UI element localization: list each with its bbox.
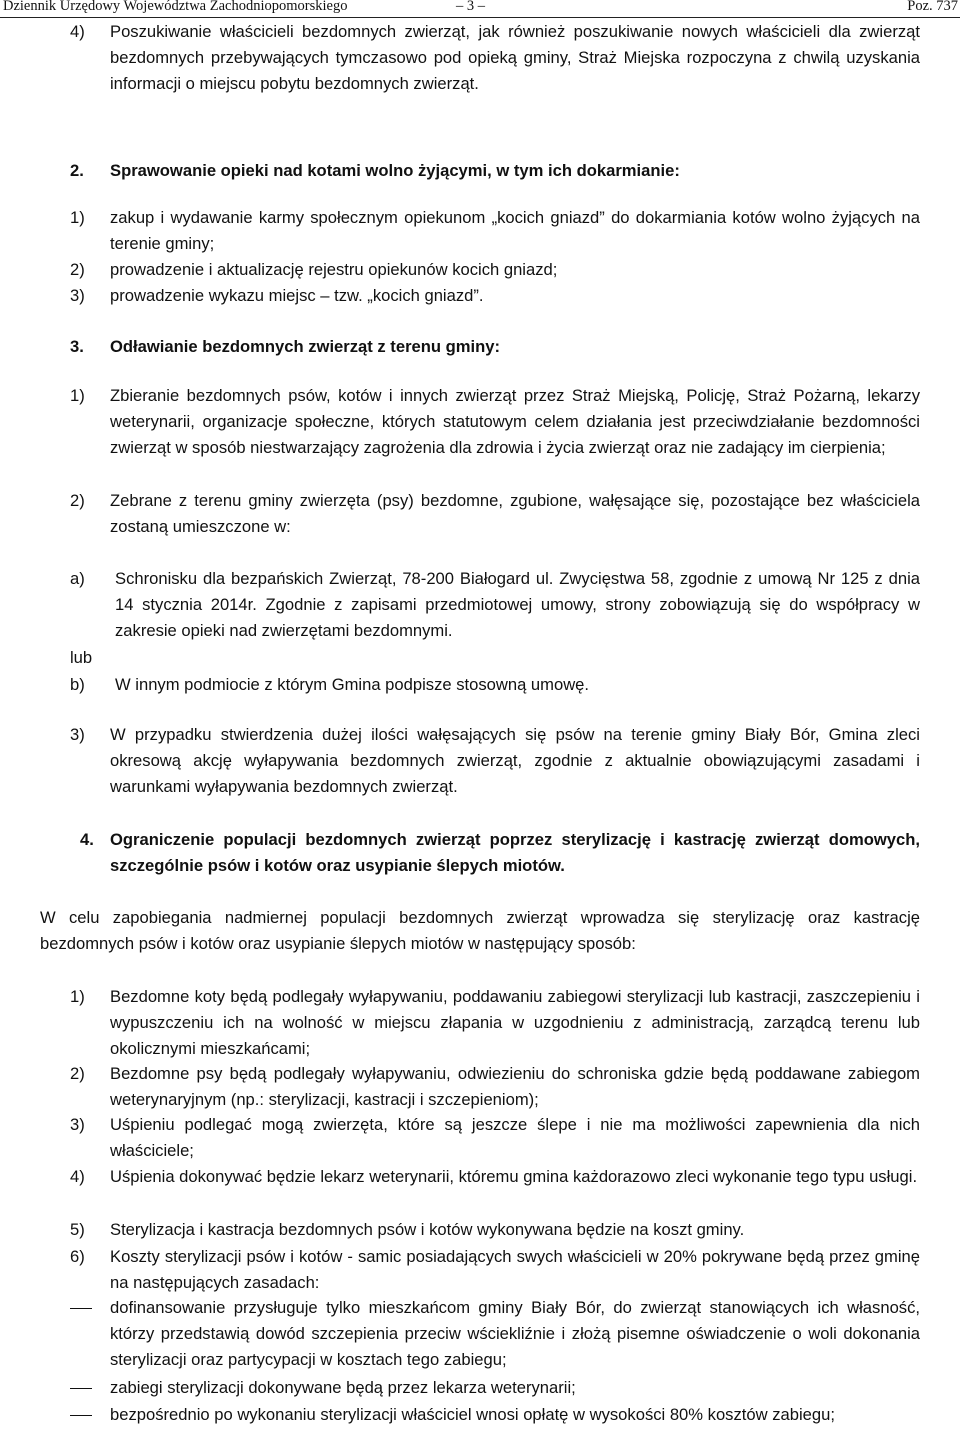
item-text: Schronisku dla bezpańskich Zwierząt, 78-200 Białogard ul. Zwycięstwa 58, zgodnie z umową Nr 125 z dnia 14 stycznia 2014r. Zgodnie z zapisami przedmiotowej umowy, strony zobowiązują się do współpracy w zakresie opieki nad zwierzętami bezdomnymi. [115, 569, 920, 641]
position-number: Poz. 737 [907, 0, 958, 14]
item-number: 3) [70, 1115, 85, 1134]
section-title: Odławianie bezdomnych zwierząt z terenu gminy: [110, 337, 501, 356]
dash-item-text: bezpośrednio po wykonaniu sterylizacji właściciel wnosi opłatę w wysokości 80% kosztów zabiegu; [110, 1405, 835, 1424]
item-text: prowadzenie wykazu miejsc – tzw. „kocich gniazd”. [110, 286, 484, 305]
dash-bullet [70, 1415, 92, 1416]
item-number: a) [70, 569, 85, 588]
item-text: Bezdomne psy będą podlegały wyłapywaniu, odwiezieniu do schroniska gdzie będą poddawane zabiegom weterynaryjnym (np.: sterylizacji, kastracji i szczepieniom); [110, 1064, 920, 1110]
or-label: lub [70, 648, 93, 667]
item-text: zakup i wydawanie karmy społecznym opiekunom „kocich gniazd” do dokarmiania kotów wolno żyjących na terenie gminy; [110, 208, 920, 254]
item-number: 1) [70, 386, 85, 405]
item-text: prowadzenie i aktualizację rejestru opiekunów kocich gniazd; [110, 260, 558, 279]
section-title: Sprawowanie opieki nad kotami wolno żyjącymi, w tym ich dokarmianie: [110, 161, 680, 180]
item-number: 6) [70, 1247, 85, 1266]
item-number: 1) [70, 208, 85, 227]
item-text: Zebrane z terenu gminy zwierzęta (psy) bezdomne, zgubione, wałęsające się, pozostające bez właściciela zostaną umieszczone w: [110, 491, 920, 537]
item-text: W innym podmiocie z którym Gmina podpisze stosowną umowę. [115, 675, 590, 694]
section-number: 4. [80, 830, 94, 849]
item-text: Uśpieniu podlegać mogą zwierzęta, które są jeszcze ślepe i nie ma możliwości zapewnienia dla nich właściciele; [110, 1115, 920, 1161]
item-text: Poszukiwanie właścicieli bezdomnych zwierząt, jak również poszukiwanie nowych właścicieli dla zwierząt bezdomnych przebywających tymczasowo pod opieką gminy, Straż Miejska rozpoczyna z chwilą uzyskania informacji o miejscu pobytu bezdomnych zwierząt. [110, 22, 920, 94]
item-text: Zbieranie bezdomnych psów, kotów i innych zwierząt przez Straż Miejską, Policję, Straż Pożarną, lekarzy weterynarii, organizacje społeczne, których statutowym celem działania jest przeciwdziałanie bezdomności zwierząt w sposób niestwarzający zagrożenia dla zdrowia i życia zwierząt oraz nie zadający im cierpienia; [110, 386, 920, 458]
item-number: 1) [70, 987, 85, 1006]
dash-bullet [70, 1388, 92, 1389]
dash-item-text: zabiegi sterylizacji dokonywane będą przez lekarza weterynarii; [110, 1378, 576, 1397]
item-number: 3) [70, 286, 85, 305]
item-number: 4) [70, 22, 85, 41]
journal-title: Dziennik Urzędowy Województwa Zachodniopomorskiego [3, 0, 348, 14]
item-text: Sterylizacja i kastracja bezdomnych psów i kotów wykonywana będzie na koszt gminy. [110, 1220, 745, 1239]
dash-item-text: dofinansowanie przysługuje tylko mieszkańcom gminy Biały Bór, do zwierząt stanowiących ich własność, którzy przedstawią dowód szczepienia przeciw wściekliźnie i złożą pisemne oświadczenie o woli dokonania sterylizacji oraz partycypacji w kosztach tego zabiegu; [110, 1298, 920, 1370]
item-text: Bezdomne koty będą podlegały wyłapywaniu, poddawaniu zabiegowi sterylizacji lub kastracji, zaszczepieniu i wypuszczeniu ich na wolność w miejscu złapania w uzgodnieniu z administracją, zarządcą terenu lub okolicznymi mieszkańcami; [110, 987, 920, 1059]
section-number: 3. [70, 337, 84, 356]
section-number: 2. [70, 161, 84, 180]
item-number: 3) [70, 725, 85, 744]
item-number: 2) [70, 491, 85, 510]
item-number: 2) [70, 1064, 85, 1083]
item-number: b) [70, 675, 85, 694]
item-text: W przypadku stwierdzenia dużej ilości wałęsających się psów na terenie gminy Biały Bór, Gmina zleci okresową akcję wyłapywania bezdomnych zwierząt, zgodnie z aktualnie obowiązującymi zasadami i warunkami wyłapywania bezdomnych zwierząt. [110, 725, 920, 797]
header-rule [0, 17, 960, 18]
item-text: Koszty sterylizacji psów i kotów - samic posiadających swych właścicieli w 20% pokrywane będą przez gminę na następujących zasadach: [110, 1247, 920, 1293]
dash-bullet [70, 1308, 92, 1309]
section-title: Ograniczenie populacji bezdomnych zwierząt poprzez sterylizację i kastrację zwierząt domowych, szczególnie psów i kotów oraz usypianie ślepych miotów. [110, 830, 920, 876]
item-text: Uśpienia dokonywać będzie lekarz weterynarii, któremu gmina każdorazowo zleci wykonanie tego typu usługi. [110, 1167, 918, 1186]
page-marker: – 3 – [456, 0, 485, 14]
item-number: 2) [70, 260, 85, 279]
intro-paragraph: W celu zapobiegania nadmiernej populacji bezdomnych zwierząt wprowadza się sterylizację oraz kastrację bezdomnych psów i kotów oraz usypianie ślepych miotów w następujący sposób: [40, 908, 920, 954]
item-number: 4) [70, 1167, 85, 1186]
item-number: 5) [70, 1220, 85, 1239]
